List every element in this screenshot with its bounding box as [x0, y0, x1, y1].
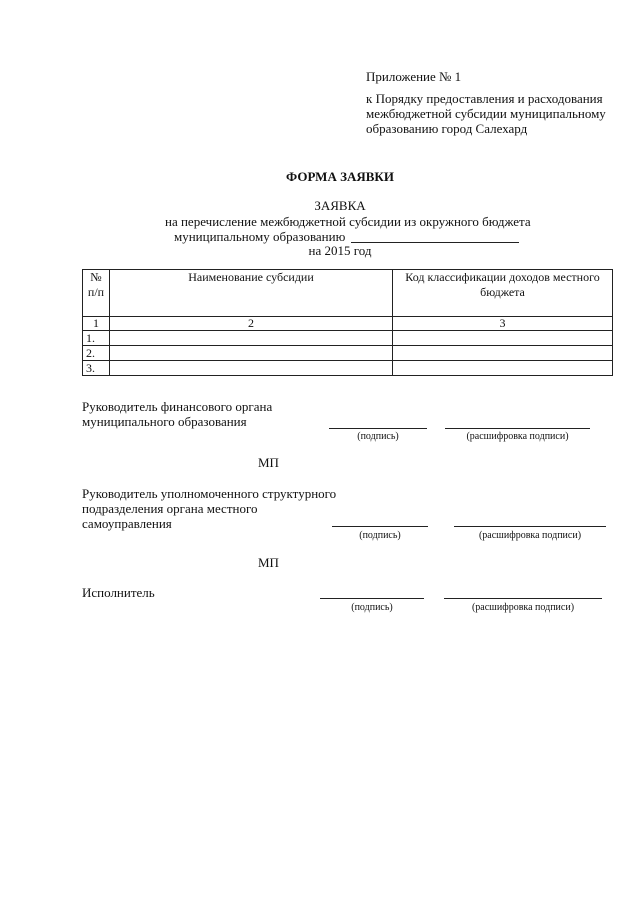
- appendix-line-1: к Порядку предоставления и расходования: [366, 91, 603, 106]
- header-number: № п/п: [83, 270, 110, 317]
- signer-1-decoding-line: [445, 428, 590, 429]
- request-line-1: на перечисление межбюджетной субсидии из окружного бюджета: [165, 214, 531, 229]
- signer-3-signature-line: [320, 598, 424, 599]
- row-number: 2.: [83, 346, 110, 361]
- column-number: 3: [393, 317, 613, 331]
- signer-1-signature-line: [329, 428, 427, 429]
- request-line-3: на 2015 год: [308, 243, 372, 258]
- row-number: 3.: [83, 361, 110, 376]
- table-row: [83, 346, 613, 361]
- appendix-line-3: образованию город Салехард: [366, 121, 528, 136]
- column-number: 2: [110, 317, 393, 331]
- stamp-mark-2: МП: [258, 555, 279, 570]
- signer-2-decoding-line: [454, 526, 606, 527]
- row-classification-code: [393, 331, 613, 346]
- signer-1-role-line-2: муниципального образования: [82, 414, 247, 429]
- signer-1-signature-caption: (подпись): [357, 431, 399, 442]
- header-classification-code: Код классификации доходов местного бюджета: [393, 270, 613, 317]
- column-number-row: [83, 317, 613, 331]
- row-classification-code: [393, 346, 613, 361]
- signer-3-decoding-caption: (расшифровка подписи): [471, 602, 575, 613]
- table-row: [83, 361, 613, 376]
- request-heading: ЗАЯВКА: [314, 198, 366, 213]
- signer-1-decoding-caption: (расшифровка подписи): [466, 431, 569, 442]
- row-classification-code: [393, 361, 613, 376]
- signer-2-role-line-1: Руководитель уполномоченного структурного: [82, 486, 337, 501]
- form-title: ФОРМА ЗАЯВКИ: [286, 169, 394, 184]
- subsidy-table: [82, 269, 613, 376]
- signer-2-signature-line: [332, 526, 428, 527]
- request-line-2: муниципальному образованию: [174, 229, 346, 244]
- signer-3-signature-caption: (подпись): [351, 602, 393, 613]
- signer-2-signature-caption: (подпись): [359, 530, 401, 541]
- signer-1-role-line-1: Руководитель финансового органа: [82, 399, 273, 414]
- row-subsidy-name: [110, 346, 393, 361]
- stamp-mark-1: МП: [258, 455, 279, 470]
- signer-2-role-line-2: подразделения органа местного: [82, 501, 258, 516]
- appendix-title: Приложение № 1: [366, 69, 462, 84]
- row-number: 1.: [83, 331, 110, 346]
- appendix-line-2: межбюджетной субсидии муниципальному: [366, 106, 606, 121]
- column-number: 1: [83, 317, 110, 331]
- signer-2-decoding-caption: (расшифровка подписи): [478, 530, 582, 541]
- signer-2-role-line-3: самоуправления: [82, 516, 172, 531]
- signer-3-decoding-line: [444, 598, 602, 599]
- row-subsidy-name: [110, 361, 393, 376]
- table-row: [83, 331, 613, 346]
- signer-3-role-line-1: Исполнитель: [82, 585, 155, 600]
- header-subsidy-name: Наименование субсидии: [110, 270, 393, 317]
- row-subsidy-name: [110, 331, 393, 346]
- table-header-row: [83, 270, 613, 317]
